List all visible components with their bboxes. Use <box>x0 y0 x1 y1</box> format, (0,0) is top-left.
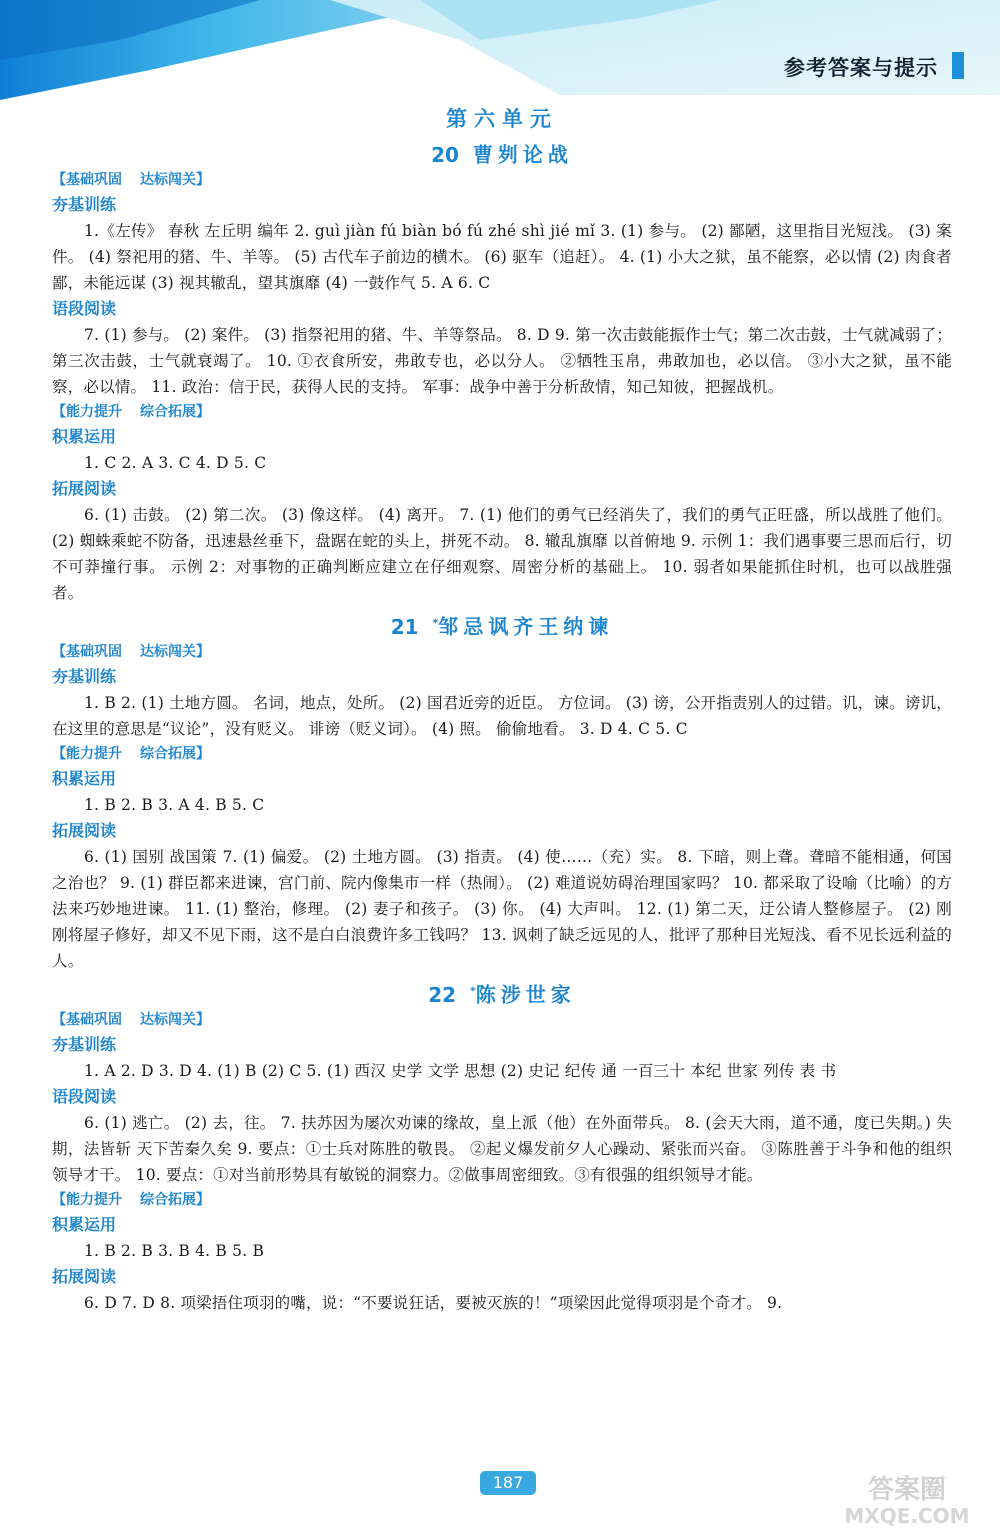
header-title: 参考答案与提示 <box>784 56 938 80</box>
subsection-heading: 积累运用 <box>52 769 117 788</box>
lesson-name: 陈涉世家 <box>475 982 576 1007</box>
section-tag-part2: 综合拓展】 <box>140 746 210 762</box>
subsection-heading: 积累运用 <box>52 1215 117 1234</box>
lesson-number: 22 <box>428 982 457 1007</box>
section-tag <box>52 1188 952 1212</box>
answer-paragraph: 1. A 2. D 3. D 4. (1) B (2) C 5. (1) 西汉 史学 文学 思想 (2) 史记 纪传 通 一百三十 本纪 世家 列传 表 书 <box>84 1062 837 1080</box>
lesson-name: 曹刿论战 <box>472 142 573 167</box>
lesson-title <box>52 606 952 640</box>
section-tag <box>52 742 952 766</box>
subsection-heading: 夯基训练 <box>52 195 117 214</box>
lesson-title <box>52 974 952 1008</box>
subsection-heading: 夯基训练 <box>52 667 117 686</box>
page-number: 187 <box>480 1471 536 1495</box>
watermark-top: 答案圈 <box>867 1475 947 1505</box>
lessons-container <box>52 134 952 1316</box>
subsection-heading: 积累运用 <box>52 427 117 446</box>
lesson-name: 邹忌讽齐王纳谏 <box>438 614 614 639</box>
section-tag-part1: 【能力提升 <box>52 746 122 762</box>
watermark-bottom: MXQE.COM <box>844 1504 970 1528</box>
lesson-star: * <box>470 984 476 997</box>
section-tag <box>52 400 952 424</box>
answer-paragraph: 1. B 2. B 3. B 4. B 5. B <box>84 1242 265 1260</box>
subsection-heading: 拓展阅读 <box>52 821 117 840</box>
answer-paragraph: 6. D 7. D 8. 项梁捂住项羽的嘴，说：“不要说狂话，要被灭族的！”项梁因此觉得项羽是个奇才。 9. <box>84 1294 783 1312</box>
answer-paragraph: 6. (1) 国别 战国策 7. (1) 偏爱。 (2) 土地方圆。 (3) 指责。 (4) 使……（充）实。 8. 下暗，则上聋。聋暗不能相通，何国之治也？ 9. (1) 群臣都来进谏，宫门前、院内像集市一样（热闹）。 (2) 难道说妨碍治理国家吗？ 10. 都采取了设喻（比喻）的方法来巧妙地进谏。 11. (1) 整治，修理。 (2) 妻子和孩子。 (3) 你。 (4) 大声叫。 12. (1) 第二天，迂公请人整修屋子。 (2) 刚刚将屋子修好，却又不见下雨，这不是白白浪费许多工钱吗？ 13. 讽刺了缺乏远见的人，批评了那种目光短浅、看不见长远利益的人。 <box>52 848 952 970</box>
section-tag-part1: 【基础巩固 <box>52 172 122 188</box>
answer-paragraph: 6. (1) 逃亡。 (2) 去，往。 7. 扶苏因为屡次劝谏的缘故，皇上派（他）在外面带兵。 8. (会天大雨，道不通，度已失期。) 失期，法皆斩 天下苦秦久矣 9. 要点：①士兵对陈胜的敬畏。 ②起义爆发前夕人心躁动、紧张而兴奋。 ③陈胜善于斗争和他的组织领导才干。 10. 要点：①对当前形势具有敏锐的洞察力。②做事周密细致。③有很强的组织领导才能。 <box>52 1114 952 1184</box>
answer-paragraph: 1. C 2. A 3. C 4. D 5. C <box>84 454 267 472</box>
watermark-logo <box>832 1468 982 1528</box>
section-tag-part1: 【能力提升 <box>52 404 122 420</box>
header-accent-bar <box>952 52 964 79</box>
section-tag <box>52 1008 952 1032</box>
answer-paragraph: 6. (1) 击鼓。 (2) 第二次。 (3) 像这样。 (4) 离开。 7. (1) 他们的勇气已经消失了，我们的勇气正旺盛，所以战胜了他们。 (2) 蜘蛛乘蛇不防备，迅速悬丝垂下，盘踞在蛇的头上，拼死不动。 8. 辙乱旗靡 以首俯地 9. 示例 1：我们遇事要三思而后行，切不可莽撞行事。 示例 2：对事物的正确判断应建立在仔细观察、周密分析的基础上。 10. 弱者如果能抓住时机，也可以战胜强者。 <box>52 506 952 602</box>
lesson-number: 21 <box>390 614 419 639</box>
section-tag-part2: 综合拓展】 <box>140 1192 210 1208</box>
section-tag-part1: 【基础巩固 <box>52 644 122 660</box>
lesson-star: * <box>432 616 439 629</box>
lesson-number: 20 <box>431 142 459 167</box>
section-tag-part2: 达标闯关】 <box>140 172 210 188</box>
section-tag-part2: 综合拓展】 <box>140 404 210 420</box>
unit-title: 第六单元 <box>446 107 558 131</box>
subsection-heading: 拓展阅读 <box>52 1267 117 1286</box>
subsection-heading: 语段阅读 <box>52 1087 117 1106</box>
lesson-title <box>52 134 952 168</box>
section-tag <box>52 640 952 664</box>
section-tag-part2: 达标闯关】 <box>140 644 210 660</box>
section-tag-part2: 达标闯关】 <box>140 1012 210 1028</box>
section-tag <box>52 168 952 192</box>
section-tag-part1: 【能力提升 <box>52 1192 122 1208</box>
answer-paragraph: 1. B 2. B 3. A 4. B 5. C <box>84 796 265 814</box>
subsection-heading: 夯基训练 <box>52 1035 117 1054</box>
page-content <box>52 104 952 1316</box>
answer-paragraph: 7. (1) 参与。 (2) 案件。 (3) 指祭祀用的猪、牛、羊等祭品。 8. D 9. 第一次击鼓能振作士气；第二次击鼓，士气就减弱了；第三次击鼓，士气就衰竭了。 10. ①衣食所安，弗敢专也，必以分人。 ②牺牲玉帛，弗敢加也，必以信。 ③小大之狱，虽不能察，必以情。 11. 政治：信于民，获得人民的支持。 军事：战争中善于分析敌情，知己知彼，把握战机。 <box>52 326 952 396</box>
answer-paragraph: 1.《左传》 春秋 左丘明 编年 2. guì jiàn fú biàn bó fú zhé shì jié mǐ 3. (1) 参与。 (2) 鄙陋，这里指目光短浅。 (3) 案件。 (4) 祭祀用的猪、牛、羊等。 (5) 古代车子前边的横木。 (6) 驱车（追赶）。 4. (1) 小大之狱，虽不能察，必以情 (2) 肉食者鄙，未能远谋 (3) 视其辙乱，望其旗靡 (4) 一鼓作气 5. A 6. C <box>52 222 952 292</box>
subsection-heading: 语段阅读 <box>52 299 117 318</box>
section-tag-part1: 【基础巩固 <box>52 1012 122 1028</box>
answer-paragraph: 1. B 2. (1) 土地方圆。 名词，地点，处所。 (2) 国君近旁的近臣。 方位词。 (3) 谤，公开指责别人的过错。讥，谏。谤讥，在这里的意思是“议论”，没有贬义。 诽谤（贬义词）。 (4) 照。 偷偷地看。 3. D 4. C 5. C <box>52 694 952 738</box>
subsection-heading: 拓展阅读 <box>52 479 117 498</box>
